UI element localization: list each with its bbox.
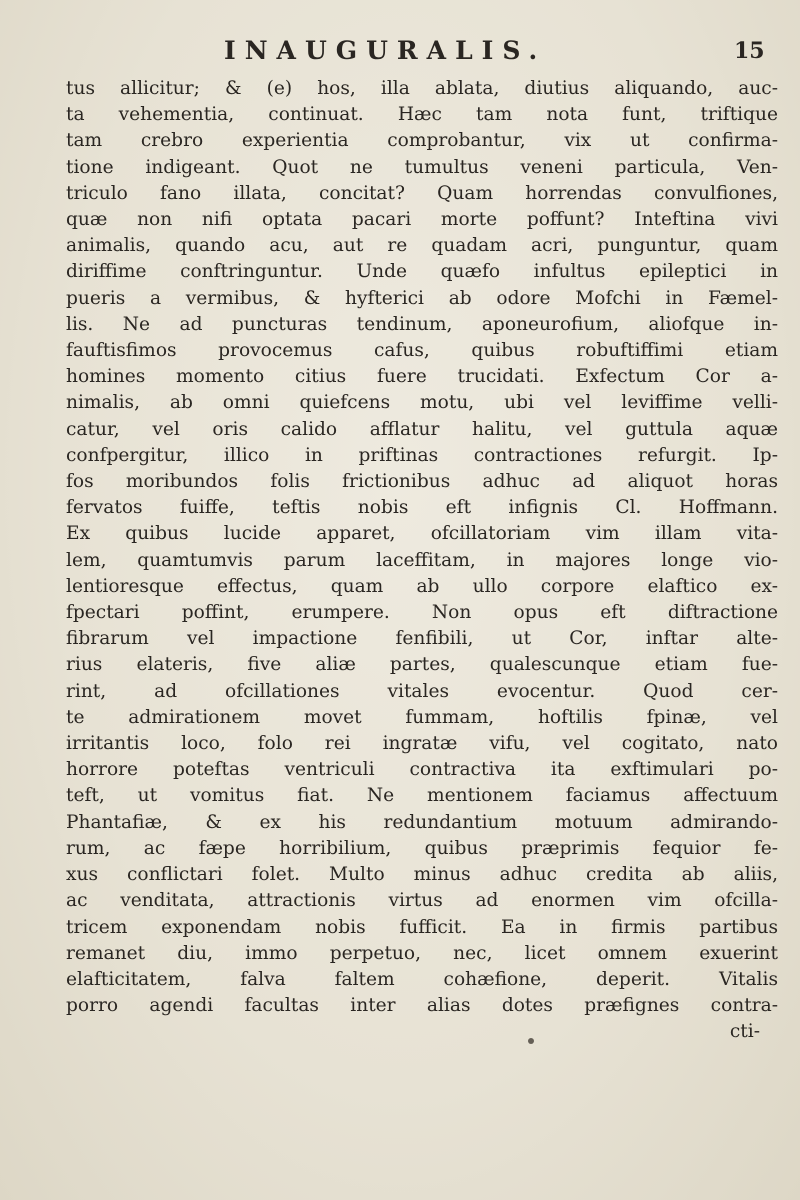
text-line: xus conflictari folet. Multo minus adhuc credita ab aliis,: [66, 864, 778, 886]
text-line: horrore poteftas ventriculi contractiva ita exftimulari po-: [66, 759, 778, 781]
text-line: teft, ut vomitus fiat. Ne mentionem faciamus affectuum: [66, 785, 778, 807]
text-line: triculo fano illata, concitat? Quam horrendas convulfiones,: [66, 182, 778, 204]
text-line: rum, ac fæpe horribilium, quibus præprimis fequior fe-: [66, 837, 778, 859]
text-line: confpergitur, illico in priftinas contractiones refurgit. Ip-: [66, 444, 778, 466]
text-line: tus allicitur; & (e) hos, illa ablata, diutius aliquando, auc-: [66, 78, 778, 99]
text-line: remanet diu, immo perpetuo, nec, licet omnem exuerint: [66, 942, 778, 964]
text-line: Ex quibus lucide apparet, ofcillatoriam vim illam vita-: [66, 523, 778, 545]
text-line: catur, vel oris calido afflatur halitu, vel guttula aquæ: [66, 418, 778, 440]
text-line: fibrarum vel impactione fenfibili, ut Cor, inftar alte-: [66, 628, 778, 650]
text-line: cti-: [729, 1021, 760, 1043]
text-line: animalis, quando acu, aut re quadam acri, punguntur, quam: [66, 235, 778, 257]
text-line: fos moribundos folis frictionibus adhuc ad aliquot horas: [66, 471, 778, 493]
text-line: elafticitatem, falva faltem cohæfione, deperit. Vitalis: [66, 968, 778, 990]
running-title: INAUGURALIS.: [224, 36, 547, 65]
text-line: lem, quamtumvis parum laceffitam, in majores longe vio-: [66, 549, 778, 571]
text-line: fpectari poffint, erumpere. Non opus eft diftractione: [66, 602, 778, 624]
page-number: 15: [734, 38, 765, 64]
text-line: lis. Ne ad puncturas tendinum, aponeurofium, aliofque in-: [66, 313, 778, 335]
ink-spot: [528, 1038, 534, 1044]
text-line: Phantafiæ, & ex his redundantium motuum admirando-: [66, 811, 778, 833]
text-line: ac venditata, attractionis virtus ad enormen vim ofcilla-: [66, 890, 778, 912]
text-line: fervatos fuiffe, teftis nobis eft infignis Cl. Hoffmann.: [66, 497, 778, 519]
text-line: lentioresque effectus, quam ab ullo corpore elaftico ex-: [66, 575, 778, 597]
text-line: te admirationem movet fummam, hoftilis fpinæ, vel: [66, 706, 778, 728]
text-line: ta vehementia, continuat. Hæc tam nota funt, triftique: [66, 104, 778, 126]
body-text: [66, 76, 778, 1046]
page-header: [0, 36, 800, 76]
text-line: homines momento citius fuere trucidati. Exfectum Cor a-: [66, 366, 778, 388]
text-line: porro agendi facultas inter alias dotes præfignes contra-: [66, 995, 778, 1017]
text-line: tricem exponendam nobis fufficit. Ea in firmis partibus: [66, 916, 778, 938]
text-line: quæ non nifi optata pacari morte poffunt? Inteftina vivi: [66, 209, 778, 231]
text-line: tione indigeant. Quot ne tumultus veneni particula, Ven-: [66, 156, 778, 178]
text-line: fauftisfimos provocemus cafus, quibus robuftiffimi etiam: [66, 340, 778, 362]
text-line: diriffime conftringuntur. Unde quæfo infultus epileptici in: [66, 261, 778, 283]
text-line: pueris a vermibus, & hyfterici ab odore Mofchi in Fæmel-: [66, 287, 778, 309]
text-line: tam crebro experientia comprobantur, vix ut confirma-: [66, 130, 778, 152]
text-line: irritantis loco, folo rei ingratæ vifu, vel cogitato, nato: [66, 733, 778, 755]
text-line: nimalis, ab omni quiefcens motu, ubi vel leviffime velli-: [66, 392, 778, 414]
text-line: rius elateris, five aliæ partes, qualescunque etiam fue-: [66, 654, 778, 676]
text-line: rint, ad ofcillationes vitales evocentur. Quod cer-: [66, 680, 778, 702]
